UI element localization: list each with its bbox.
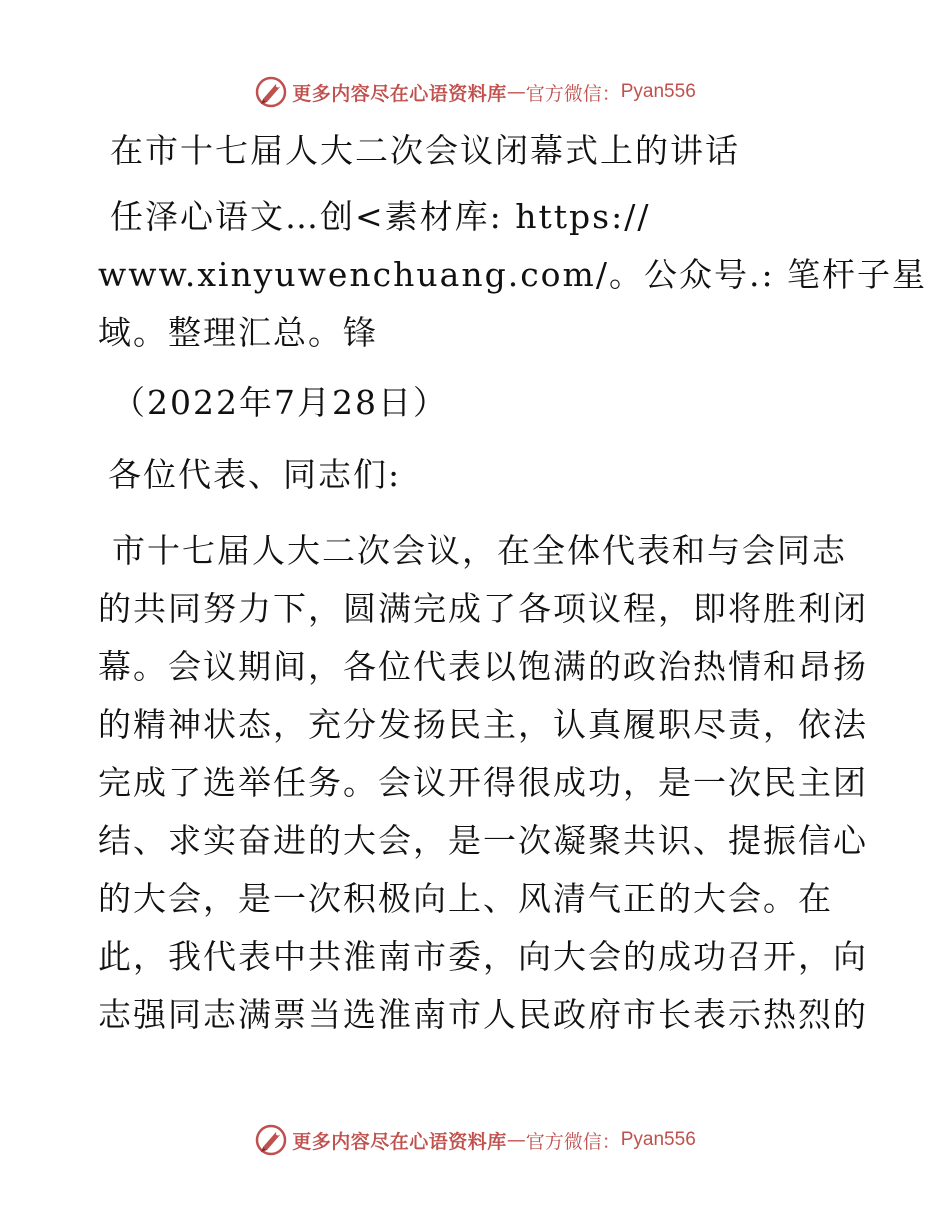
author-line: 任泽心语文…创<素材库: https://: [110, 197, 651, 236]
paragraph-line: 的共同努力下，圆满完成了各项议程，即将胜利闭: [98, 589, 868, 628]
banner-site-text: 更多内容尽在心语资料库: [292, 82, 507, 105]
banner-separator: —: [506, 1129, 526, 1151]
paragraph-line: 此，我代表中共淮南市委，向大会的成功召开，向: [98, 937, 868, 976]
paragraph-line: 完成了选举任务。会议开得很成功，是一次民主团: [98, 763, 868, 802]
footer-banner: [0, 1120, 950, 1160]
greeting: 各位代表、同志们:: [108, 455, 402, 494]
paragraph-line: 结、求实奋进的大会，是一次凝聚共识、提振信心: [98, 821, 868, 860]
author-line: 域。整理汇总。锋: [98, 313, 378, 352]
paragraph-line: 市十七届人大二次会议，在全体代表和与会同志: [112, 531, 847, 570]
pen-logo-icon: [254, 1123, 288, 1157]
paragraph-line: 志强同志满票当选淮南市人民政府市长表示热烈的: [98, 995, 868, 1034]
banner-wechat-label: 官方微信：: [525, 1130, 621, 1153]
pen-logo-icon: [254, 75, 288, 109]
paragraph-line: 的精神状态，充分发扬民主，认真履职尽责，依法: [98, 705, 868, 744]
banner-content: [254, 1123, 696, 1157]
paragraph-line: 幕。会议期间，各位代表以饱满的政治热情和昂扬: [98, 647, 868, 686]
banner-wechat-id: Pyan556: [620, 1129, 696, 1150]
document-title: 在市十七届人大二次会议闭幕式上的讲话: [110, 131, 740, 170]
banner-wechat-id: Pyan556: [620, 81, 696, 102]
header-banner: [0, 72, 950, 112]
speech-date: （2022年7月28日）: [112, 383, 448, 422]
banner-site-text: 更多内容尽在心语资料库: [292, 1130, 507, 1153]
banner-content: [254, 75, 696, 109]
document-body: [98, 122, 928, 1044]
banner-separator: —: [506, 81, 526, 103]
author-line: www.xinyuwenchuang.com/。公众号.: 笔杆子星: [98, 255, 928, 294]
paragraph-line: 的大会，是一次积极向上、风清气正的大会。在: [98, 879, 833, 918]
banner-wechat-label: 官方微信：: [525, 82, 621, 105]
